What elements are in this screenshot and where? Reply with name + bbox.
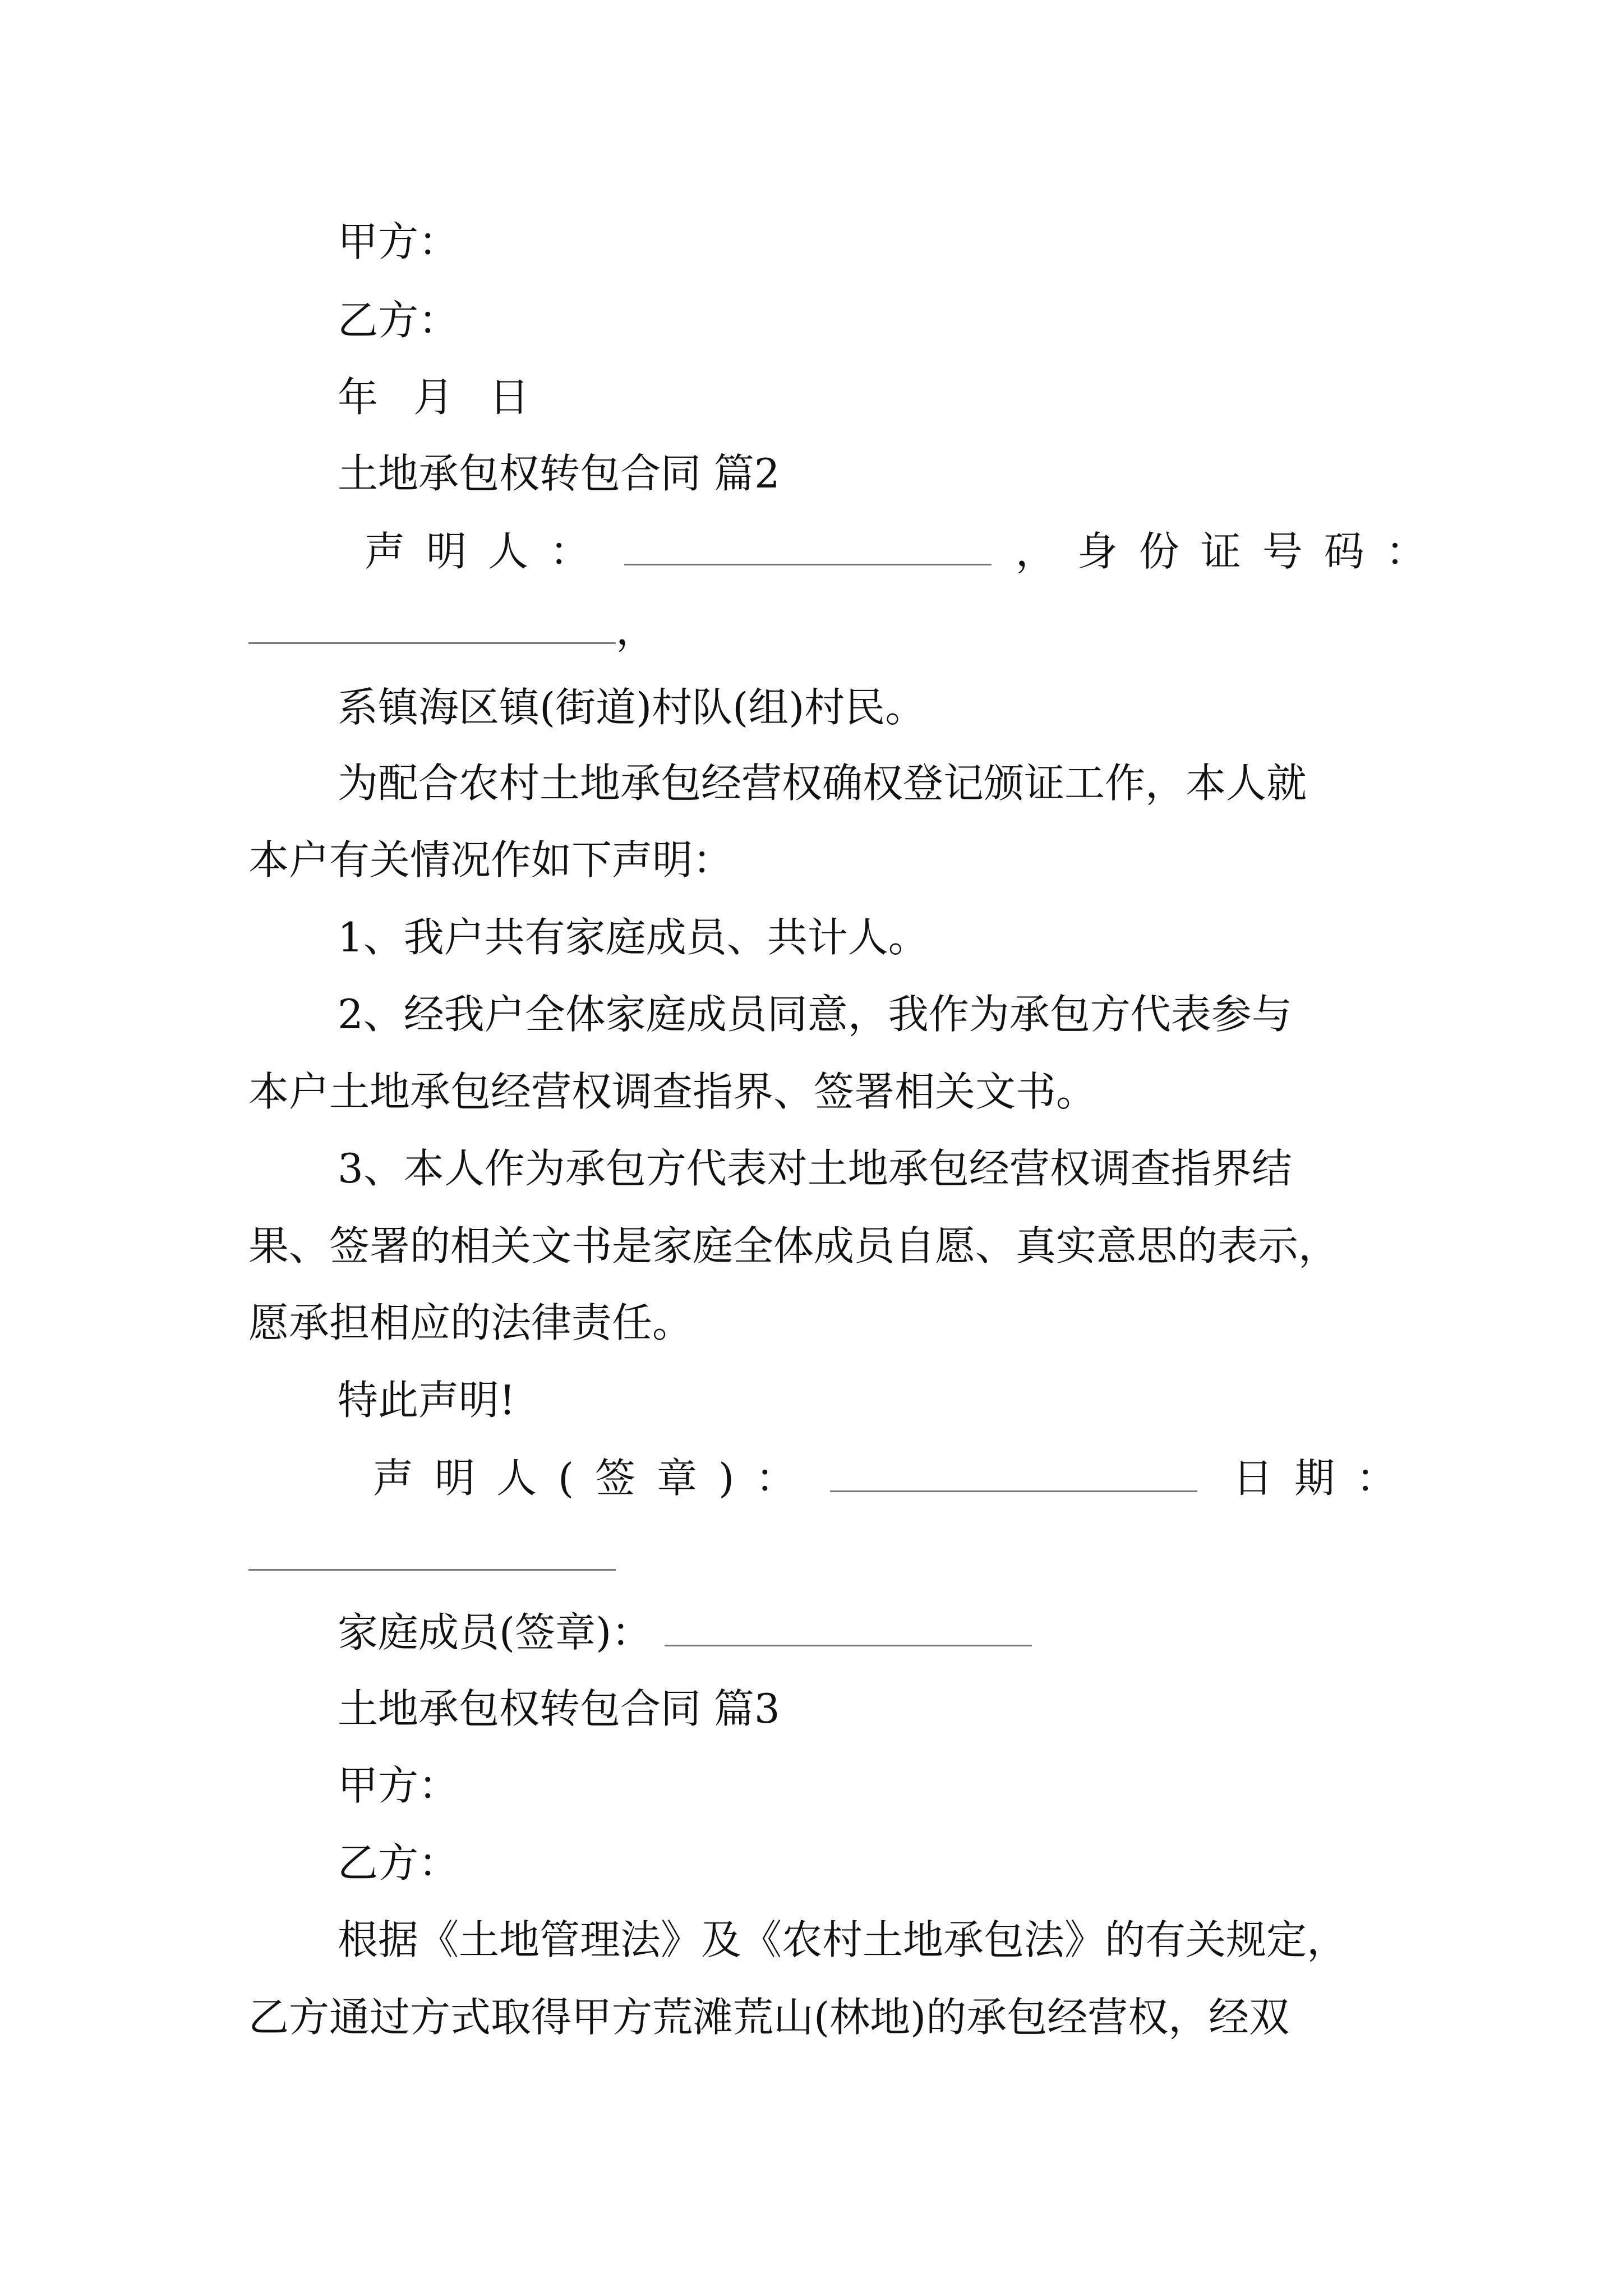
party-a-label-3: 甲方：	[338, 1762, 459, 1809]
item-3-line-1: 3、本人作为承包方代表对土地承包经营权调查指界结	[338, 1145, 1292, 1192]
party-b-label: 乙方：	[338, 297, 459, 344]
declarant-blank	[624, 530, 992, 565]
declarant-label: 声明人：	[365, 528, 612, 575]
date-day: 日	[488, 374, 529, 421]
date-label: 日期：	[1232, 1455, 1418, 1502]
item-3-line-2: 果、签署的相关文书是家庭全体成员自愿、真实意思的表示，	[248, 1222, 1339, 1269]
signature-blank	[830, 1457, 1197, 1492]
residence-text: 系镇海区镇(街道)村队(组)村民。	[338, 684, 926, 731]
law-paragraph-line-1: 根据《土地管理法》及《农村土地承包法》的有关规定，	[338, 1916, 1348, 1963]
date-month: 月	[413, 374, 454, 421]
id-number-label: ，身份证号码：	[1015, 528, 1447, 575]
date-line	[338, 374, 529, 421]
intro-paragraph-line-2: 本户有关情况作如下声明：	[248, 836, 734, 884]
law-paragraph-line-2: 乙方通过方式取得甲方荒滩荒山(林地)的承包经营权，经双	[248, 1994, 1290, 2041]
intro-paragraph-line-1: 为配合农村土地承包经营权确权登记颁证工作，本人就	[338, 760, 1307, 807]
item-1: 1、我户共有家庭成员、共计人。	[338, 914, 929, 961]
party-b-label-3: 乙方：	[338, 1839, 459, 1887]
id-number-line	[248, 606, 657, 654]
family-signature-blank	[665, 1611, 1032, 1646]
item-2-line-1: 2、经我户全体家庭成员同意，我作为承包方代表参与	[338, 991, 1292, 1038]
id-number-blank	[248, 609, 616, 644]
date-blank-line	[248, 1535, 616, 1577]
family-signature-label: 家庭成员(签章)：	[338, 1609, 652, 1656]
special-declaration: 特此声明!	[338, 1377, 515, 1424]
family-signature-line	[338, 1609, 1032, 1656]
date-year: 年	[338, 374, 379, 421]
date-blank	[248, 1535, 616, 1571]
signature-label: 声明人(签章)：	[373, 1455, 818, 1502]
item-2-line-2: 本户土地承包经营权调查指界、签署相关文书。	[248, 1068, 1097, 1115]
signature-line	[373, 1455, 1418, 1502]
declarant-line	[365, 528, 1447, 575]
item-3-line-3: 愿承担相应的法律责任。	[248, 1299, 693, 1346]
heading-part-2: 土地承包权转包合同 篇2	[338, 450, 780, 497]
id-comma: ，	[616, 606, 657, 654]
heading-part-3: 土地承包权转包合同 篇3	[338, 1685, 780, 1732]
party-a-label: 甲方：	[338, 218, 459, 265]
